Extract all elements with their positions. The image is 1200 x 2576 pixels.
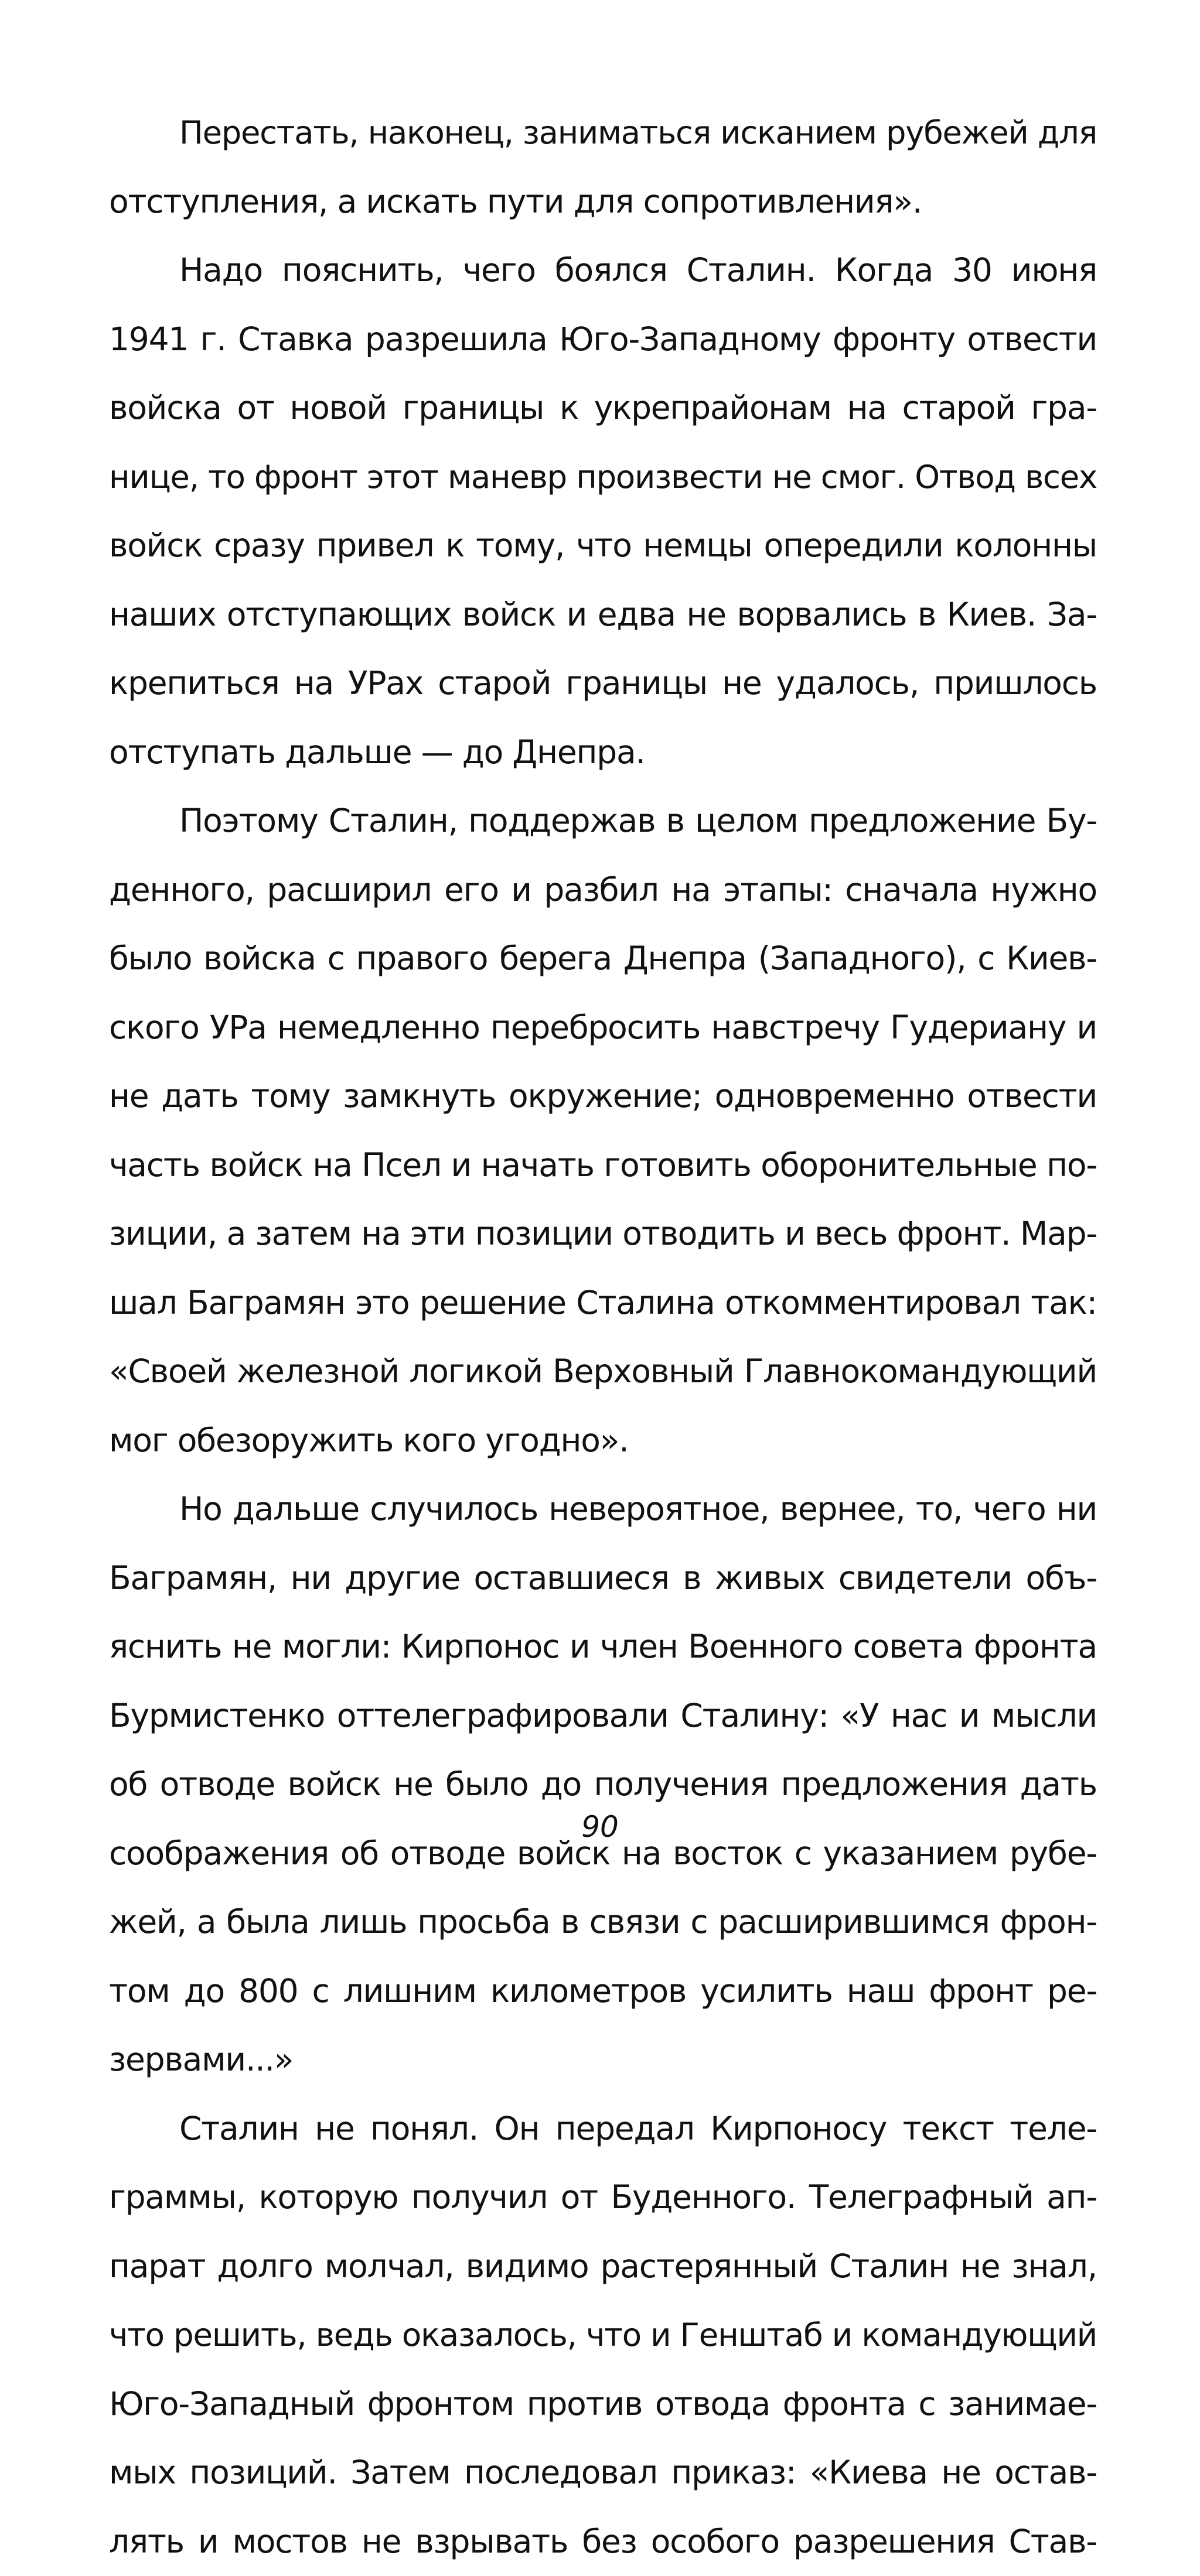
text-line: Перестать, наконец, заниматься исканием рубежей для (109, 98, 1097, 168)
text-line: парат долго молчал, видимо растерянный Сталин не знал, (109, 2232, 1097, 2301)
text-line: соображения об отводе войск на восток с указанием рубе- (109, 1819, 1097, 1888)
text-line: яснить не могли: Кирпонос и член Военного совета фронта (109, 1612, 1097, 1682)
page-number: 90 (0, 1810, 1200, 1844)
text-line: об отводе войск не было до получения предложения дать (109, 1750, 1097, 1819)
text-line: 1941 г. Ставка разрешила Юго-Западному фронту отвести (109, 305, 1097, 374)
text-line: войска от новой границы к укрепрайонам на старой гра- (109, 374, 1097, 443)
text-line: наших отступающих войск и едва не ворвались в Киев. За- (109, 580, 1097, 650)
text-line: лять и мостов не взрывать без особого разрешения Став- (109, 2507, 1097, 2576)
body-text (109, 98, 1097, 2576)
text-line: денного, расширил его и разбил на этапы: сначала нужно (109, 856, 1097, 925)
text-line: Но дальше случилось невероятное, вернее, то, чего ни (109, 1475, 1097, 1544)
text-line: Юго-Западный фронтом против отвода фронта с занимае- (109, 2370, 1097, 2439)
text-line: Бурмистенко оттелеграфировали Сталину: «У нас и мысли (109, 1682, 1097, 1751)
text-line: мых позиций. Затем последовал приказ: «Киева не остав- (109, 2438, 1097, 2507)
text-line: «Своей железной логикой Верховный Главнокомандующий (109, 1337, 1097, 1406)
text-line: что решить, ведь оказалось, что и Генштаб и командующий (109, 2301, 1097, 2370)
text-line: мог обезоружить кого угодно». (109, 1406, 1097, 1475)
text-line: жей, а была лишь просьба в связи с расширившимся фрон- (109, 1888, 1097, 1957)
text-line: зервами...» (109, 2025, 1097, 2095)
text-line: часть войск на Псел и начать готовить оборонительные по- (109, 1131, 1097, 1200)
text-line: не дать тому замкнуть окружение; одновременно отвести (109, 1062, 1097, 1131)
text-line: Баграмян, ни другие оставшиеся в живых свидетели объ- (109, 1544, 1097, 1613)
text-line: шал Баграмян это решение Сталина откомментировал так: (109, 1269, 1097, 1338)
text-line: отступления, а искать пути для сопротивления». (109, 168, 1097, 237)
text-line: Сталин не понял. Он передал Кирпоносу текст теле- (109, 2095, 1097, 2164)
text-line: нице, то фронт этот маневр произвести не смог. Отвод всех (109, 443, 1097, 512)
text-line: ского УРа немедленно перебросить навстречу Гудериану и (109, 993, 1097, 1062)
text-line: зиции, а затем на эти позиции отводить и весь фронт. Мар- (109, 1200, 1097, 1269)
text-line: Надо пояснить, чего боялся Сталин. Когда 30 июня (109, 236, 1097, 305)
text-line: войск сразу привел к тому, что немцы опередили колонны (109, 511, 1097, 580)
text-line: отступать дальше — до Днепра. (109, 718, 1097, 787)
text-line: том до 800 с лишним километров усилить наш фронт ре- (109, 1957, 1097, 2026)
text-line: Поэтому Сталин, поддержав в целом предложение Бу- (109, 787, 1097, 856)
text-line: было войска с правого берега Днепра (Западного), с Киев- (109, 924, 1097, 993)
text-line: крепиться на УРах старой границы не удалось, пришлось (109, 649, 1097, 718)
text-line: граммы, которую получил от Буденного. Телеграфный ап- (109, 2163, 1097, 2232)
